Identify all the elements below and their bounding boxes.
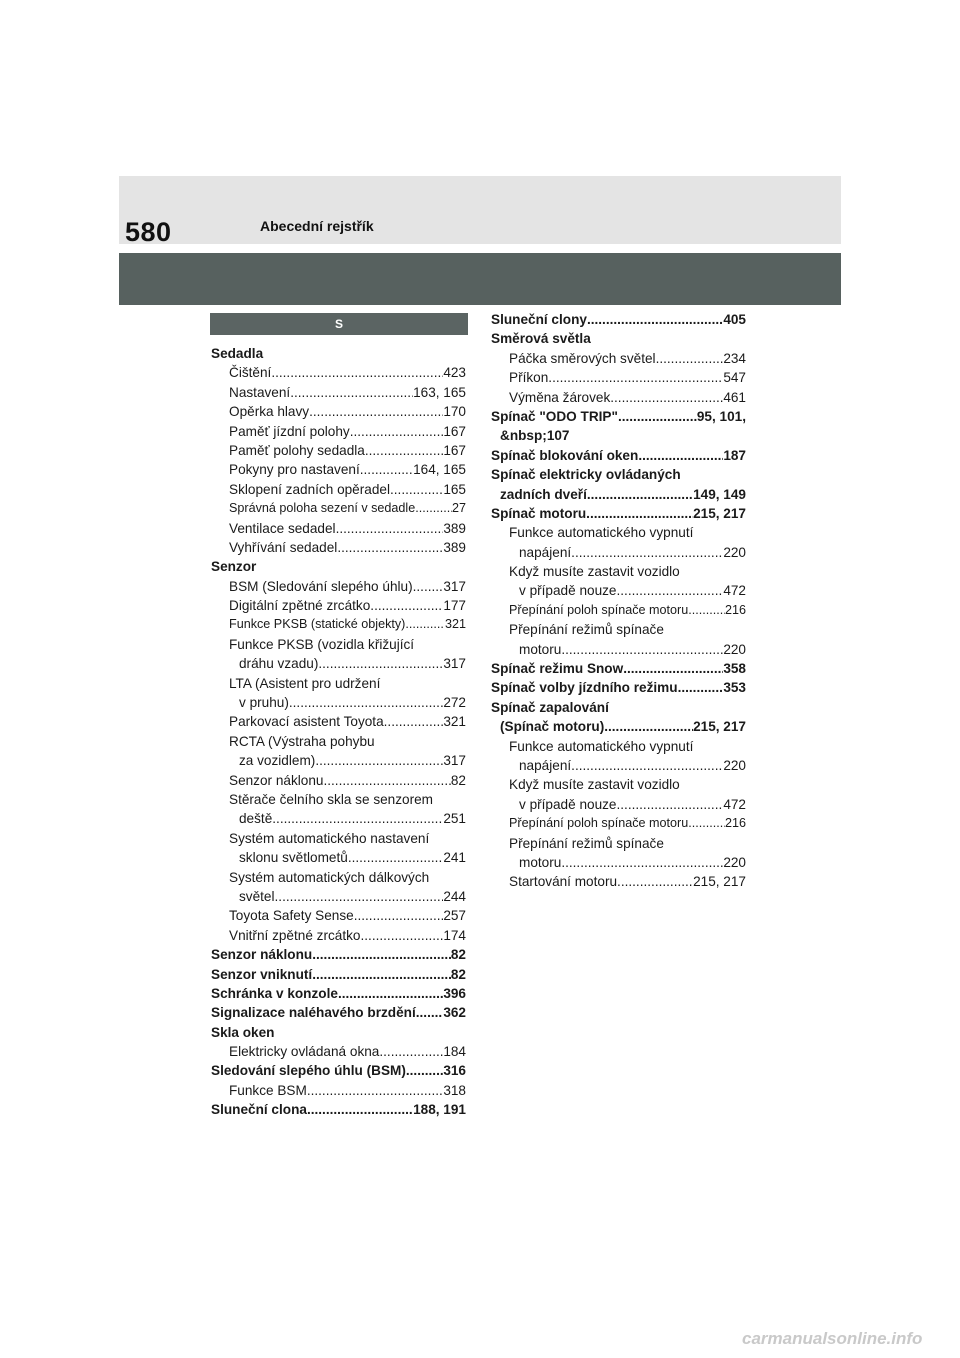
entry-term: motoru xyxy=(519,641,562,657)
entry-page-ref: 167 xyxy=(443,442,466,458)
entry-term: Sklopení zadních opěradel xyxy=(229,481,390,497)
index-column-left xyxy=(211,344,466,1120)
dot-leader xyxy=(312,965,451,984)
entry-term: Elektricky ovládaná okna xyxy=(229,1044,380,1060)
dot-leader xyxy=(406,1061,443,1080)
entry-page-ref: 396 xyxy=(443,985,466,1001)
dot-leader xyxy=(415,499,452,518)
index-entry xyxy=(491,756,746,775)
entry-page-ref: 216 xyxy=(724,602,746,617)
entry-term: Startování motoru xyxy=(509,874,618,890)
entry-page-ref: 82 xyxy=(450,947,466,963)
entry-term: Senzor náklonu xyxy=(211,947,313,963)
index-entry xyxy=(491,310,746,329)
entry-term: BSM (Sledování slepého úhlu) xyxy=(229,578,413,594)
dot-leader xyxy=(275,887,444,906)
index-entry xyxy=(491,426,746,445)
section-title: Abecední rejstřík xyxy=(260,218,374,234)
entry-page-ref: 317 xyxy=(443,656,466,672)
entry-page-ref: 164, 165 xyxy=(413,462,466,478)
entry-term: v případě nouze xyxy=(519,796,617,812)
entry-page-ref: 184 xyxy=(443,1044,466,1060)
entry-term: Přepínání režimů spínače xyxy=(509,835,664,851)
index-entry xyxy=(491,678,746,697)
dot-leader xyxy=(272,809,443,828)
index-entry xyxy=(211,1042,466,1061)
entry-term: Spínač elektricky ovládaných xyxy=(491,467,681,483)
index-entry xyxy=(491,465,746,484)
entry-term: Sluneční clony xyxy=(491,312,587,327)
dot-leader xyxy=(571,543,723,562)
index-entry xyxy=(211,693,466,712)
entry-page-ref: 188, 191 xyxy=(413,1102,466,1118)
entry-term: Spínač motoru xyxy=(491,505,587,521)
index-entry xyxy=(211,557,466,576)
entry-term: Sedadla xyxy=(211,346,264,361)
dot-leader xyxy=(416,1003,444,1022)
entry-term: Vnitřní zpětné zrcátko xyxy=(229,927,361,943)
entry-page-ref: 272 xyxy=(443,695,466,711)
entry-term: Systém automatického nastavení xyxy=(229,830,430,846)
dot-leader xyxy=(370,596,443,615)
entry-page-ref: 244 xyxy=(443,888,466,904)
index-entry xyxy=(491,601,746,620)
index-entry xyxy=(491,834,746,853)
entry-term: Paměť polohy sedadla xyxy=(229,442,365,458)
entry-page-ref: 423 xyxy=(443,365,466,381)
entry-term: Spínač režimu Snow xyxy=(491,661,624,677)
entry-term: Přepínání režimů spínače xyxy=(509,622,664,638)
index-entry xyxy=(211,615,466,634)
entry-term: Když musíte zastavit vozidlo xyxy=(509,564,680,580)
index-entry xyxy=(211,1081,466,1100)
index-entry xyxy=(211,1003,466,1022)
page-number: 580 xyxy=(125,217,172,247)
entry-page-ref: 95, 101, xyxy=(696,408,746,424)
entry-term: RCTA (Výstraha pohybu xyxy=(229,733,375,749)
entry-term: Parkovací asistent Toyota xyxy=(229,714,384,730)
entry-term: Opěrka hlavy xyxy=(229,404,310,420)
entry-term: Sledování slepého úhlu (BSM) xyxy=(211,1063,406,1079)
index-entry xyxy=(211,674,466,693)
entry-term: sklonu světlometů xyxy=(239,850,348,866)
entry-page-ref: 215, 217 xyxy=(693,874,746,890)
entry-term: Směrová světla xyxy=(491,331,591,347)
dot-leader xyxy=(617,872,693,891)
entry-page-ref: 220 xyxy=(723,854,746,870)
index-entry xyxy=(211,383,466,402)
dot-leader xyxy=(413,577,444,596)
index-entry xyxy=(211,596,466,615)
dot-leader xyxy=(390,480,443,499)
index-entry xyxy=(491,659,746,678)
entry-term: Výměna žárovek xyxy=(509,389,611,405)
entry-term: Přepínání poloh spínače motoru xyxy=(509,816,689,831)
entry-page-ref: 82 xyxy=(450,772,466,788)
entry-term: Funkce BSM xyxy=(229,1082,307,1098)
index-entry xyxy=(211,1023,466,1042)
entry-page-ref: 215, 217 xyxy=(693,719,746,735)
index-entry xyxy=(211,538,466,557)
entry-term: v případě nouze xyxy=(519,583,617,599)
dot-leader xyxy=(561,640,723,659)
index-entry xyxy=(491,698,746,717)
entry-page-ref: 165 xyxy=(443,481,466,497)
dot-leader xyxy=(350,422,444,441)
dot-leader xyxy=(688,601,725,620)
index-entry xyxy=(491,872,746,891)
index-entry xyxy=(211,771,466,790)
index-entry xyxy=(211,402,466,421)
dot-leader xyxy=(638,446,723,465)
entry-term: Příkon xyxy=(509,370,549,386)
index-entry xyxy=(491,407,746,426)
index-column-right xyxy=(491,310,746,892)
dot-leader xyxy=(307,1100,413,1119)
entry-term: dráhu vzadu) xyxy=(239,656,319,672)
index-entry xyxy=(211,1061,466,1080)
entry-term: Funkce automatického vypnutí xyxy=(509,525,694,541)
entry-term: napájení xyxy=(519,544,572,560)
entry-page-ref: 317 xyxy=(443,753,466,769)
entry-term: &nbsp;107 xyxy=(500,428,570,444)
index-entry xyxy=(491,504,746,523)
entry-term: Senzor xyxy=(211,559,257,575)
entry-page-ref: 362 xyxy=(443,1005,466,1021)
dot-leader xyxy=(318,654,443,673)
index-entry xyxy=(211,344,466,363)
dot-leader xyxy=(617,795,724,814)
entry-page-ref: 220 xyxy=(723,641,746,657)
entry-page-ref: 316 xyxy=(443,1063,466,1079)
index-entry xyxy=(211,984,466,1003)
entry-term: Přepínání poloh spínače motoru xyxy=(509,602,689,617)
index-entry xyxy=(491,388,746,407)
entry-term: Spínač blokování oken xyxy=(491,447,639,463)
dot-leader xyxy=(290,383,413,402)
dot-leader xyxy=(656,349,724,368)
dot-leader xyxy=(618,407,697,426)
index-entry xyxy=(491,853,746,872)
entry-page-ref: 174 xyxy=(443,927,466,943)
index-entry xyxy=(491,349,746,368)
entry-page-ref: 461 xyxy=(723,389,746,405)
dot-leader xyxy=(623,659,723,678)
index-entry xyxy=(211,654,466,673)
dot-leader xyxy=(289,693,443,712)
index-entry xyxy=(211,712,466,731)
dot-leader xyxy=(323,771,450,790)
entry-term: Pokyny pro nastavení xyxy=(229,462,360,478)
index-entry xyxy=(211,732,466,751)
entry-term: Když musíte zastavit vozidlo xyxy=(509,777,680,793)
index-entry xyxy=(491,562,746,581)
dot-leader xyxy=(309,402,443,421)
entry-page-ref: 251 xyxy=(443,811,466,827)
entry-term: Čištění xyxy=(229,365,272,381)
dot-leader xyxy=(315,751,443,770)
entry-term: Spínač volby jízdního režimu xyxy=(491,680,678,696)
entry-page-ref: 149, 149 xyxy=(693,486,746,502)
entry-page-ref: 163, 165 xyxy=(413,384,466,400)
dot-leader xyxy=(561,853,723,872)
index-entry xyxy=(491,620,746,639)
entry-term: Sluneční clona xyxy=(211,1102,307,1118)
dot-leader xyxy=(587,310,723,329)
page-header xyxy=(119,176,841,247)
entry-page-ref: 389 xyxy=(443,520,466,536)
index-entry xyxy=(491,485,746,504)
entry-page-ref: 257 xyxy=(443,908,466,924)
entry-term: Schránka v konzole xyxy=(211,985,338,1001)
entry-term: Senzor náklonu xyxy=(229,772,324,788)
dot-leader xyxy=(337,538,443,557)
dot-leader xyxy=(678,678,724,697)
dot-leader xyxy=(604,717,693,736)
index-entry xyxy=(211,519,466,538)
entry-page-ref: 317 xyxy=(443,578,466,594)
dot-leader xyxy=(586,504,693,523)
entry-term: v pruhu) xyxy=(239,695,289,711)
dot-leader xyxy=(384,712,444,731)
index-entry xyxy=(211,945,466,964)
dot-leader xyxy=(405,615,445,634)
index-letter-heading: S xyxy=(210,313,468,335)
dot-leader xyxy=(338,984,443,1003)
entry-page-ref: 216 xyxy=(724,816,746,831)
dot-leader xyxy=(348,848,444,867)
entry-page-ref: 220 xyxy=(723,544,746,560)
index-entry xyxy=(211,460,466,479)
dot-leader xyxy=(688,814,725,833)
index-entry xyxy=(211,809,466,828)
entry-page-ref: 27 xyxy=(451,501,466,516)
index-entry xyxy=(491,523,746,542)
entry-term: Funkce PKSB (vozidla křižující xyxy=(229,636,415,652)
index-entry xyxy=(211,363,466,382)
entry-term: Správná poloha sezení v sedadle xyxy=(229,501,416,516)
index-entry xyxy=(211,848,466,867)
dot-leader xyxy=(312,945,451,964)
entry-page-ref: 187 xyxy=(723,447,746,463)
entry-term: Stěrače čelního skla se senzorem xyxy=(229,791,434,807)
entry-term: motoru xyxy=(519,854,562,870)
entry-term: zadních dveří xyxy=(500,486,587,502)
index-entry xyxy=(211,480,466,499)
index-entry xyxy=(211,422,466,441)
index-entry xyxy=(491,775,746,794)
entry-page-ref: 472 xyxy=(723,796,746,812)
entry-page-ref: 241 xyxy=(443,850,466,866)
entry-page-ref: 472 xyxy=(723,583,746,599)
dot-leader xyxy=(379,1042,443,1061)
index-entry xyxy=(491,368,746,387)
dot-leader xyxy=(587,485,693,504)
index-entry xyxy=(211,965,466,984)
header-band xyxy=(119,253,841,305)
entry-page-ref: 321 xyxy=(444,617,466,632)
entry-term: Nastavení xyxy=(229,384,291,400)
index-entry xyxy=(211,906,466,925)
entry-page-ref: 318 xyxy=(443,1082,466,1098)
entry-term: za vozidlem) xyxy=(239,753,316,769)
entry-page-ref: 389 xyxy=(443,539,466,555)
dot-leader xyxy=(571,756,723,775)
index-entry xyxy=(211,1100,466,1119)
entry-term: LTA (Asistent pro udržení xyxy=(229,675,381,691)
dot-leader xyxy=(360,926,443,945)
entry-page-ref: 321 xyxy=(443,714,466,730)
dot-leader xyxy=(307,1081,444,1100)
entry-page-ref: 177 xyxy=(443,598,466,614)
index-entry xyxy=(211,790,466,809)
index-entry xyxy=(211,829,466,848)
entry-term: Funkce PKSB (statické objekty) xyxy=(229,617,406,632)
entry-term: Páčka směrových světel xyxy=(509,350,656,366)
entry-term: Senzor vniknutí xyxy=(211,966,313,982)
dot-leader xyxy=(354,906,444,925)
index-entry xyxy=(211,577,466,596)
entry-page-ref: 215, 217 xyxy=(693,505,746,521)
entry-page-ref: 358 xyxy=(723,661,746,677)
dot-leader xyxy=(271,363,443,382)
entry-term: Spínač zapalování xyxy=(491,699,609,715)
entry-page-ref: 547 xyxy=(723,370,746,386)
entry-page-ref: 353 xyxy=(723,680,746,696)
index-entry xyxy=(211,926,466,945)
entry-page-ref: 167 xyxy=(443,423,466,439)
index-entry xyxy=(491,581,746,600)
entry-term: Funkce automatického vypnutí xyxy=(509,738,694,754)
dot-leader xyxy=(365,441,443,460)
entry-term: Spínač "ODO TRIP" xyxy=(491,408,618,424)
dot-leader xyxy=(360,460,413,479)
entry-term: Paměť jízdní polohy xyxy=(229,423,350,439)
index-entry xyxy=(491,737,746,756)
index-entry xyxy=(211,887,466,906)
entry-page-ref: 220 xyxy=(723,757,746,773)
dot-leader xyxy=(336,519,444,538)
entry-term: deště xyxy=(239,811,273,827)
index-entry xyxy=(211,635,466,654)
entry-term: Systém automatických dálkových xyxy=(229,869,430,885)
entry-page-ref: 82 xyxy=(450,966,466,982)
index-entry xyxy=(491,795,746,814)
entry-term: Ventilace sedadel xyxy=(229,520,336,536)
index-entry xyxy=(211,868,466,887)
entry-term: (Spínač motoru) xyxy=(500,719,605,735)
dot-leader xyxy=(548,368,723,387)
index-entry xyxy=(491,329,746,348)
index-entry xyxy=(211,441,466,460)
dot-leader xyxy=(610,388,723,407)
index-entry xyxy=(491,543,746,562)
index-entry xyxy=(491,446,746,465)
entry-term: Signalizace naléhavého brzdění xyxy=(211,1005,416,1021)
index-entry xyxy=(211,499,466,518)
entry-page-ref: 170 xyxy=(443,404,466,420)
entry-term: Skla oken xyxy=(211,1024,275,1040)
entry-term: Toyota Safety Sense xyxy=(229,908,354,924)
dot-leader xyxy=(617,581,724,600)
entry-page-ref: 234 xyxy=(723,350,746,366)
index-entry xyxy=(491,814,746,833)
entry-page-ref: 405 xyxy=(723,312,746,327)
entry-term: Digitální zpětné zrcátko xyxy=(229,598,371,614)
entry-term: Vyhřívání sedadel xyxy=(229,539,338,555)
index-entry xyxy=(491,640,746,659)
index-entry xyxy=(211,751,466,770)
index-entry xyxy=(491,717,746,736)
entry-term: světel xyxy=(239,888,275,904)
footer-watermark: carmanualsonline.info xyxy=(742,1329,923,1348)
entry-term: napájení xyxy=(519,757,572,773)
